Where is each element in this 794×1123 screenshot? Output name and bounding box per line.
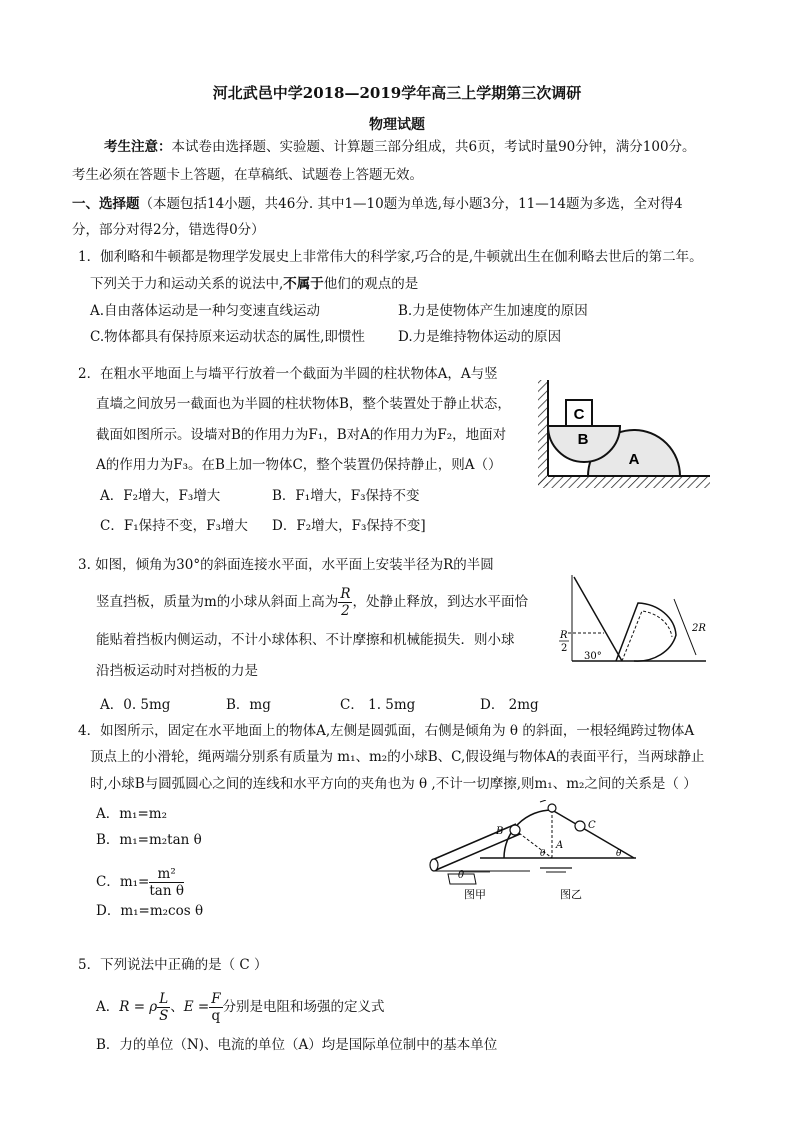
q3-line-2 xyxy=(96,586,528,619)
q3-figure xyxy=(556,575,716,675)
incline-line xyxy=(574,577,622,661)
q4-line-3: 时,小球B与圆弧圆心之间的连线和水平方向的夹角也为 θ ,不计一切摩擦,则m₁、m₂之间的关系是（ ） xyxy=(90,776,697,792)
theta-2: θ xyxy=(540,849,546,859)
q5-option-a xyxy=(96,990,385,1024)
q4-option-c-prefix: C．m₁= xyxy=(96,874,150,890)
q4-line-1: 4．如图所示，固定在水平地面上的物体A,左侧是圆弧面，右侧是倾角为 θ 的斜面，一根轻绳跨过物体A xyxy=(78,723,695,739)
q5-eq2-lhs: E = xyxy=(183,999,210,1015)
q5-line-1: 5．下列说法中正确的是（ C ） xyxy=(78,957,268,973)
notice-line-2: 考生必须在答题卡上答题，在草稿纸、试题卷上答题无效。 xyxy=(72,167,423,183)
q3-frac-num: R xyxy=(340,586,351,602)
section1-line-2: 分，部分对得2分，错选得0分） xyxy=(72,222,265,238)
section1-text-1: （本题包括14小题，共46分. 其中1—10题为单选,每小题3分，11—14题为多选，全对得4 xyxy=(139,196,683,212)
label-r: R xyxy=(560,630,568,641)
q4-line-2: 顶点上的小滑轮，绳两端分别系有质量为 m₁、m₂的小球B、C,假设绳与物体A的表面平行，当两球静止 xyxy=(90,749,705,765)
q3-option-d: D． 2mg xyxy=(480,697,539,713)
q2-option-a: A．F₂增大，F₃增大 xyxy=(100,488,221,504)
q4-option-b: B．m₁=m₂tan θ xyxy=(96,832,202,848)
q4-option-c-num: m² xyxy=(149,866,184,883)
q4-option-c-fraction xyxy=(149,866,184,899)
q1-text-emph: 不属于 xyxy=(283,276,324,292)
q2-line-4: A的作用力为F₃。在B上加一物体C，整个装置仍保持静止，则A（） xyxy=(96,457,502,473)
q2-line-1: 2．在粗水平地面上与墙平行放着一个截面为半圆的柱状物体A，A与竖 xyxy=(78,366,498,382)
label-2r: 2R xyxy=(692,623,706,634)
q2-figure xyxy=(536,376,712,494)
caption-jia: 图甲 xyxy=(464,888,486,901)
q5-frac-2 xyxy=(209,991,222,1024)
wall-hatch xyxy=(538,380,548,486)
q5-frac-2-den: q xyxy=(211,1008,221,1024)
q2-line-2: 直墙之间放另一截面也为半圆的柱状物体B，整个装置处于静止状态， xyxy=(96,396,511,412)
q3-fraction xyxy=(338,586,352,619)
notice-text-1: 本试卷由选择题、实验题、计算题三部分组成，共6页，考试时量90分钟，满分100分。 xyxy=(171,139,696,155)
q1-line-2 xyxy=(90,275,418,293)
q5-eq1-lhs: R = ρ xyxy=(119,999,158,1015)
q3-option-c: C． 1. 5mg xyxy=(340,697,416,713)
q3-line-3: 能贴着挡板内侧运动，不计小球体积、不计摩擦和机械能损失．则小球 xyxy=(96,632,515,648)
q5-option-a-prefix: A． xyxy=(96,999,120,1015)
q3-text-b: ，处静止释放，到达水平面恰 xyxy=(352,594,528,610)
caption-yi: 图乙 xyxy=(560,888,582,901)
page-title: 河北武邑中学2018—2019学年高三上学期第三次调研 xyxy=(212,84,582,102)
right-slope xyxy=(552,810,634,858)
q4-option-a: A．m₁=m₂ xyxy=(96,806,167,822)
q3-line-4: 沿挡板运动时对挡板的力是 xyxy=(96,663,258,679)
label-two: 2 xyxy=(561,643,568,654)
notice-line-1 xyxy=(104,138,696,156)
pulley-mark xyxy=(540,800,546,802)
q1-option-c: C.物体都具有保持原来运动状态的属性,即惯性 xyxy=(90,329,365,345)
theta-1: θ xyxy=(458,870,465,881)
notice-label: 考生注意： xyxy=(104,139,172,155)
q2-option-b: B．F₁增大，F₃保持不变 xyxy=(272,488,420,504)
section1-line-1 xyxy=(72,195,683,213)
q5-frac-1-den: S xyxy=(159,1008,169,1024)
ball-b xyxy=(510,825,520,835)
label-angle: 30° xyxy=(584,651,602,662)
q1-line-1: 1．伽利略和牛顿都是物理学发展史上非常伟大的科学家,巧合的是,牛顿就出生在伽利略去世后的第二年。 xyxy=(78,249,703,265)
pulley xyxy=(548,804,556,812)
q2-line-3: 截面如图所示。设墙对B的作用力为F₁，B对A的作用力为F₂，地面对 xyxy=(96,427,507,443)
q4-option-c-den: tan θ xyxy=(149,883,184,899)
label-c: C xyxy=(588,820,596,831)
label-a: A xyxy=(628,451,640,468)
q4-figure xyxy=(420,800,716,902)
q1-option-d: D.力是维持物体运动的原因 xyxy=(398,329,562,345)
label-a: A xyxy=(556,840,564,851)
figure-yi xyxy=(480,800,636,901)
radius-dash xyxy=(515,830,552,858)
label-b: B xyxy=(496,826,504,837)
q2-option-c: C．F₁保持不变，F₃增大 xyxy=(100,518,248,534)
page-subtitle: 物理试题 xyxy=(369,117,425,133)
q5-separator: 、 xyxy=(170,999,184,1015)
q3-option-a: A．0. 5mg xyxy=(100,697,171,713)
q3-option-b: B．mg xyxy=(226,697,271,713)
q1-text-c: 他们的观点的是 xyxy=(323,276,419,292)
q5-option-a-suffix: 分别是电阻和场强的定义式 xyxy=(222,999,385,1015)
q5-frac-1-num: L xyxy=(159,991,169,1007)
q5-option-b: B．力的单位（N)、电流的单位（A）均是国际单位制中的基本单位 xyxy=(96,1037,498,1053)
section1-label: 一、选择题 xyxy=(72,196,140,212)
q3-line-1: 3. 如图，倾角为30°的斜面连接水平面，水平面上安装半径为R的半圆 xyxy=(78,557,494,573)
q1-option-b: B.力是使物体产生加速度的原因 xyxy=(398,303,588,319)
ball-c xyxy=(575,821,585,831)
barrier-dash xyxy=(622,611,672,661)
q3-frac-den: 2 xyxy=(341,603,350,619)
ground-hatch xyxy=(538,476,710,488)
label-b: B xyxy=(577,431,589,448)
label-c: C xyxy=(573,406,585,423)
q5-frac-2-num: F xyxy=(211,991,221,1007)
q2-option-d: D．F₂增大，F₃保持不变] xyxy=(272,518,426,534)
q5-frac-1 xyxy=(157,991,170,1024)
roller-end xyxy=(430,859,438,871)
q4-option-d: D．m₁=m₂cos θ xyxy=(96,903,204,919)
theta-3: θ xyxy=(616,849,622,859)
q1-option-a: A.自由落体运动是一种匀变速直线运动 xyxy=(90,303,321,319)
q1-text-a: 下列关于力和运动关系的说法中, xyxy=(90,276,284,292)
q4-option-c xyxy=(96,866,184,899)
q3-text-a: 竖直挡板，质量为m的小球从斜面上高为 xyxy=(96,594,339,610)
